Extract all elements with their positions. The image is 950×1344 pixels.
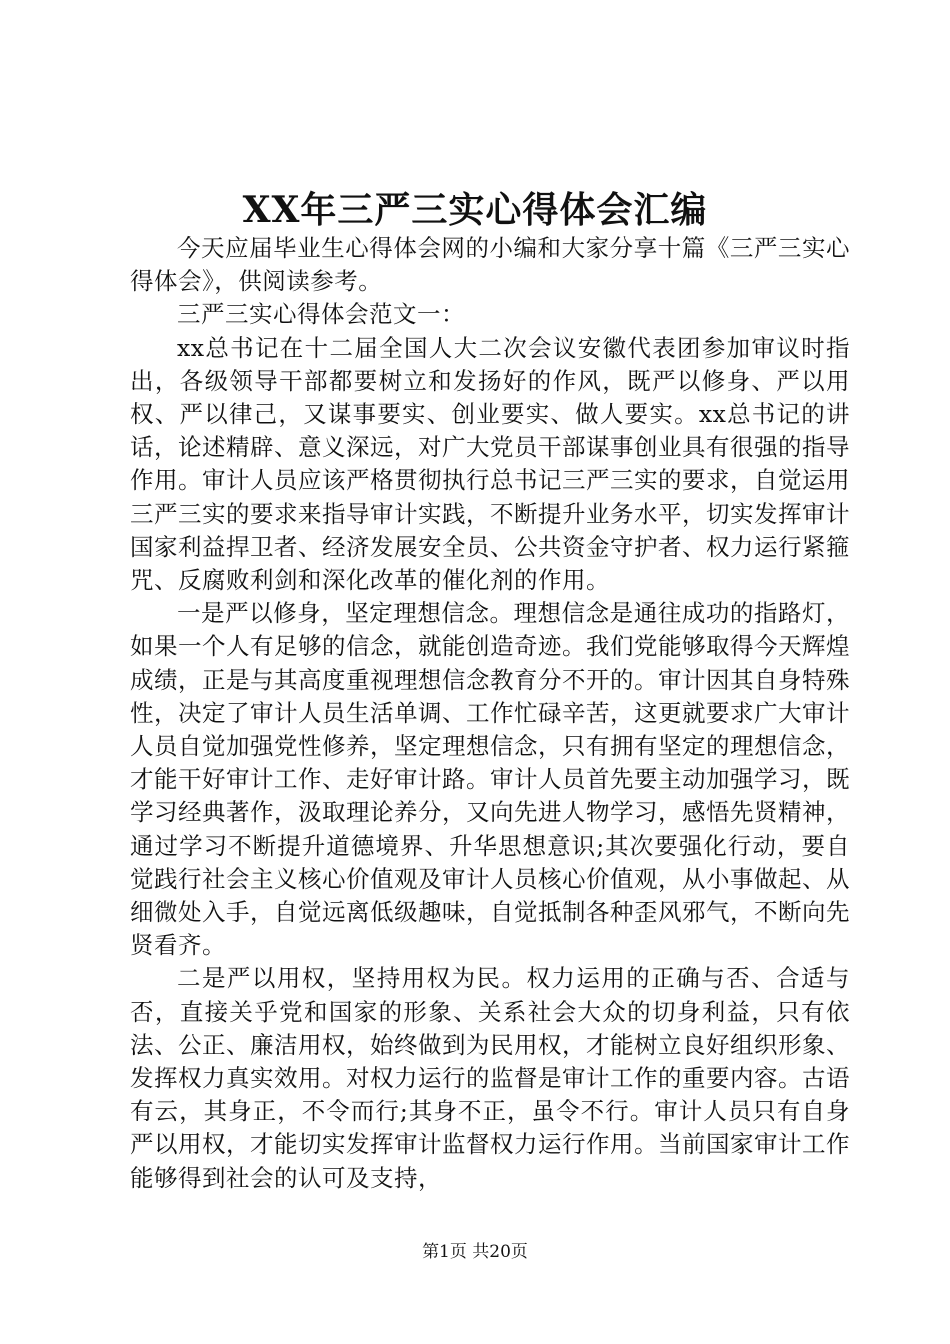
paragraph-point-one: 一是严以修身，坚定理想信念。理想信念是通往成功的指路灯，如果一个人有足够的信念，就能创造奇迹。我们党能够取得今天辉煌成绩，正是与其高度重视理想信念教育分不开的。审计因其自身特殊性，决定了审计人员生活单调、工作忙碌辛苦，这更就要求广大审计人员自觉加强党性修养，坚定理想信念，只有拥有坚定的理想信念，才能干好审计工作、走好审计路。审计人员首先要主动加强学习，既学习经典著作，汲取理论养分，又向先进人物学习，感悟先贤精神，通过学习不断提升道德境界、升华思想意识;其次要强化行动，要自觉践行社会主义核心价值观及审计人员核心价值观，从小事做起、从细微处入手，自觉远离低级趣味，自觉抵制各种歪风邪气，不断向先贤看齐。 [130, 599, 850, 960]
document-title: XX年三严三实心得体会汇编 [242, 189, 708, 231]
paragraph-point-two: 二是严以用权，坚持用权为民。权力运用的正确与否、合适与否，直接关乎党和国家的形象、关系社会大众的切身利益，只有依法、公正、廉洁用权，始终做到为民用权，才能树立良好组织形象、发挥权力真实效用。对权力运行的监督是审计工作的重要内容。古语有云，其身正，不令而行;其身不正，虽令不行。审计人员只有自身严以用权，才能切实发挥审计监督权力运行作用。当前国家审计工作能够得到社会的认可及支持， [130, 964, 850, 1192]
paragraph-section-heading: 三严三实心得体会范文一： [177, 300, 465, 329]
paragraph-intro: 今天应届毕业生心得体会网的小编和大家分享十篇《三严三实心得体会》，供阅读参考。 [130, 234, 850, 296]
document-body [130, 232, 850, 1195]
page-footer: 第1页 共20页 [422, 1242, 528, 1262]
paragraph-main: xx总书记在十二届全国人大二次会议安徽代表团参加审议时指出，各级领导干部都要树立和发扬好的作风，既严以修身、严以用权、严以律己，又谋事要实、创业要实、做人要实。xx总书记的讲话，论述精辟、意义深远，对广大党员干部谋事创业具有很强的指导作用。审计人员应该严格贯彻执行总书记三严三实的要求，自觉运用三严三实的要求来指导审计实践，不断提升业务水平，切实发挥审计国家利益捍卫者、经济发展安全员、公共资金守护者、权力运行紧箍咒、反腐败利剑和深化改革的催化剂的作用。 [130, 333, 850, 595]
